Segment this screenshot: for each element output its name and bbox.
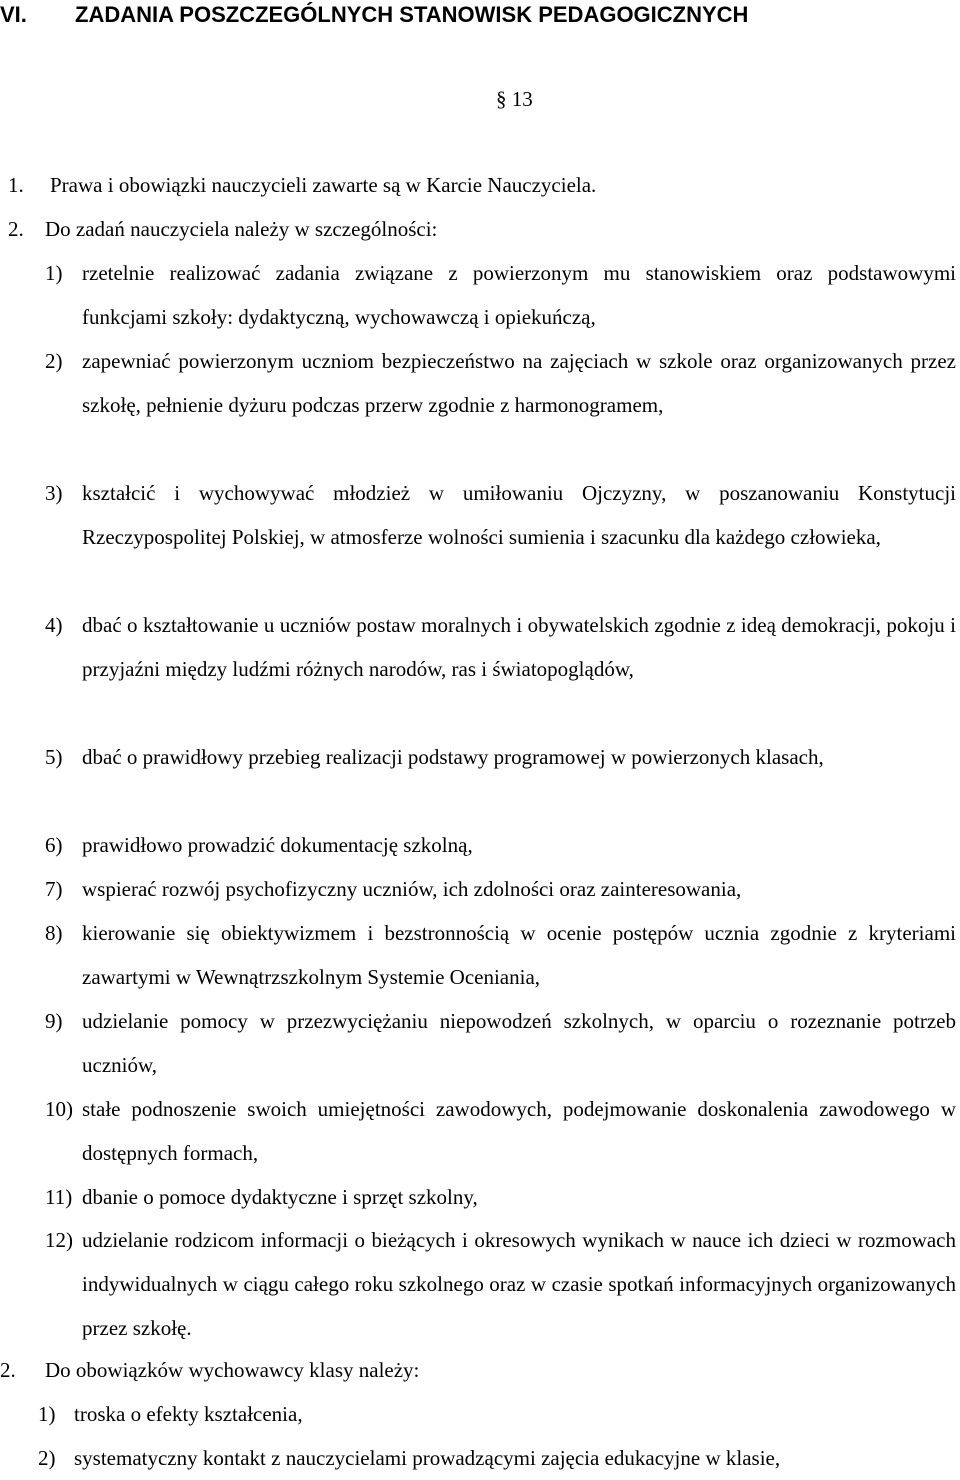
item-number: 1) <box>38 1402 56 1426</box>
list-item <box>45 735 956 779</box>
item-text: rzetelnie realizować zadania związane z powierzonym mu stanowiskiem oraz podstawowymi funkcjami szkoły: dydaktyczną, wychowawczą i opiekuńczą, <box>82 261 956 329</box>
item-text: troska o efekty kształcenia, <box>74 1402 303 1426</box>
paragraph-2 <box>8 207 437 251</box>
item-text: kierowanie się obiektywizmem i bezstronnością w ocenie postępów ucznia zgodnie z kryteriami zawartymi w Wewnątrzszkolnym Systemie Oceniania, <box>82 921 956 989</box>
item-text: dbać o prawidłowy przebieg realizacji podstawy programowej w powierzonych klasach, <box>82 745 824 769</box>
list-item <box>45 823 956 867</box>
item-text: zapewniać powierzonym uczniom bezpieczeństwo na zajęciach w szkole oraz organizowanych przez szkołę, pełnienie dyżuru podczas przerw zgodnie z harmonogramem, <box>82 349 956 417</box>
paragraph-number: 1. <box>8 173 24 197</box>
list-item <box>45 999 956 1087</box>
item-text: stałe podnoszenie swoich umiejętności zawodowych, podejmowanie doskonalenia zawodowego w dostępnych formach, <box>82 1097 956 1165</box>
item-number: 12) <box>45 1228 73 1252</box>
list-item <box>45 251 956 339</box>
list-item <box>45 1218 956 1350</box>
item-text: prawidłowo prowadzić dokumentację szkolną, <box>82 833 473 857</box>
paragraph-text: Prawa i obowiązki nauczycieli zawarte są w Karcie Nauczyciela. <box>50 173 597 197</box>
paragraph-1 <box>8 163 596 207</box>
list-item <box>45 471 956 559</box>
item-number: 7) <box>45 877 63 901</box>
item-number: 4) <box>45 613 63 637</box>
chapter-heading <box>0 0 748 30</box>
list-item <box>45 911 956 999</box>
paragraph-text: Do obowiązków wychowawcy klasy należy: <box>45 1358 420 1382</box>
item-text: kształcić i wychowywać młodzież w umiłowaniu Ojczyzny, w poszanowaniu Konstytucji Rzeczypospolitej Polskiej, w atmosferze wolności sumienia i szacunku dla każdego człowieka, <box>82 481 956 549</box>
section-marker: § 13 <box>496 87 533 111</box>
chapter-number: VI. <box>0 2 27 27</box>
item-text: systematyczny kontakt z nauczycielami prowadzącymi zajęcia edukacyjne w klasie, <box>74 1446 781 1470</box>
item-text: dbać o kształtowanie u uczniów postaw moralnych i obywatelskich zgodnie z ideą demokracji, pokoju i przyjaźni między ludźmi różnych narodów, ras i światopoglądów, <box>82 613 956 681</box>
paragraph-number: 2. <box>8 217 24 241</box>
item-number: 8) <box>45 921 63 945</box>
item-number: 9) <box>45 1009 63 1033</box>
paragraph-text: Do zadań nauczyciela należy w szczególności: <box>45 217 438 241</box>
paragraph-number: 2. <box>0 1358 16 1382</box>
item-number: 11) <box>45 1185 73 1209</box>
item-number: 2) <box>45 349 63 373</box>
item-text: wspierać rozwój psychofizyczny uczniów, ich zdolności oraz zainteresowania, <box>82 877 742 901</box>
list-item <box>45 603 956 691</box>
item-text: udzielanie rodzicom informacji o bieżących i okresowych wynikach w nauce ich dzieci w rozmowach indywidualnych w ciągu całego roku szkolnego oraz w czasie spotkań informacyjnych organizowanych przez szkołę. <box>82 1228 956 1340</box>
list-item <box>38 1392 956 1436</box>
item-text: udzielanie pomocy w przezwyciężaniu niepowodzeń szkolnych, w oparciu o rozeznanie potrzeb uczniów, <box>82 1009 956 1077</box>
list-item <box>45 339 956 427</box>
list-item <box>45 867 956 911</box>
item-number: 2) <box>38 1446 56 1470</box>
list-item <box>45 1175 956 1219</box>
list-item <box>45 1087 956 1175</box>
list-item <box>38 1436 956 1480</box>
item-number: 1) <box>45 261 63 285</box>
item-number: 5) <box>45 745 63 769</box>
paragraph-3 <box>0 1348 419 1392</box>
item-number: 3) <box>45 481 63 505</box>
item-text: dbanie o pomoce dydaktyczne i sprzęt szkolny, <box>82 1185 478 1209</box>
item-number: 6) <box>45 833 63 857</box>
item-number: 10) <box>45 1097 73 1121</box>
chapter-title: ZADANIA POSZCZEGÓLNYCH STANOWISK PEDAGOGICZNYCH <box>75 2 749 27</box>
